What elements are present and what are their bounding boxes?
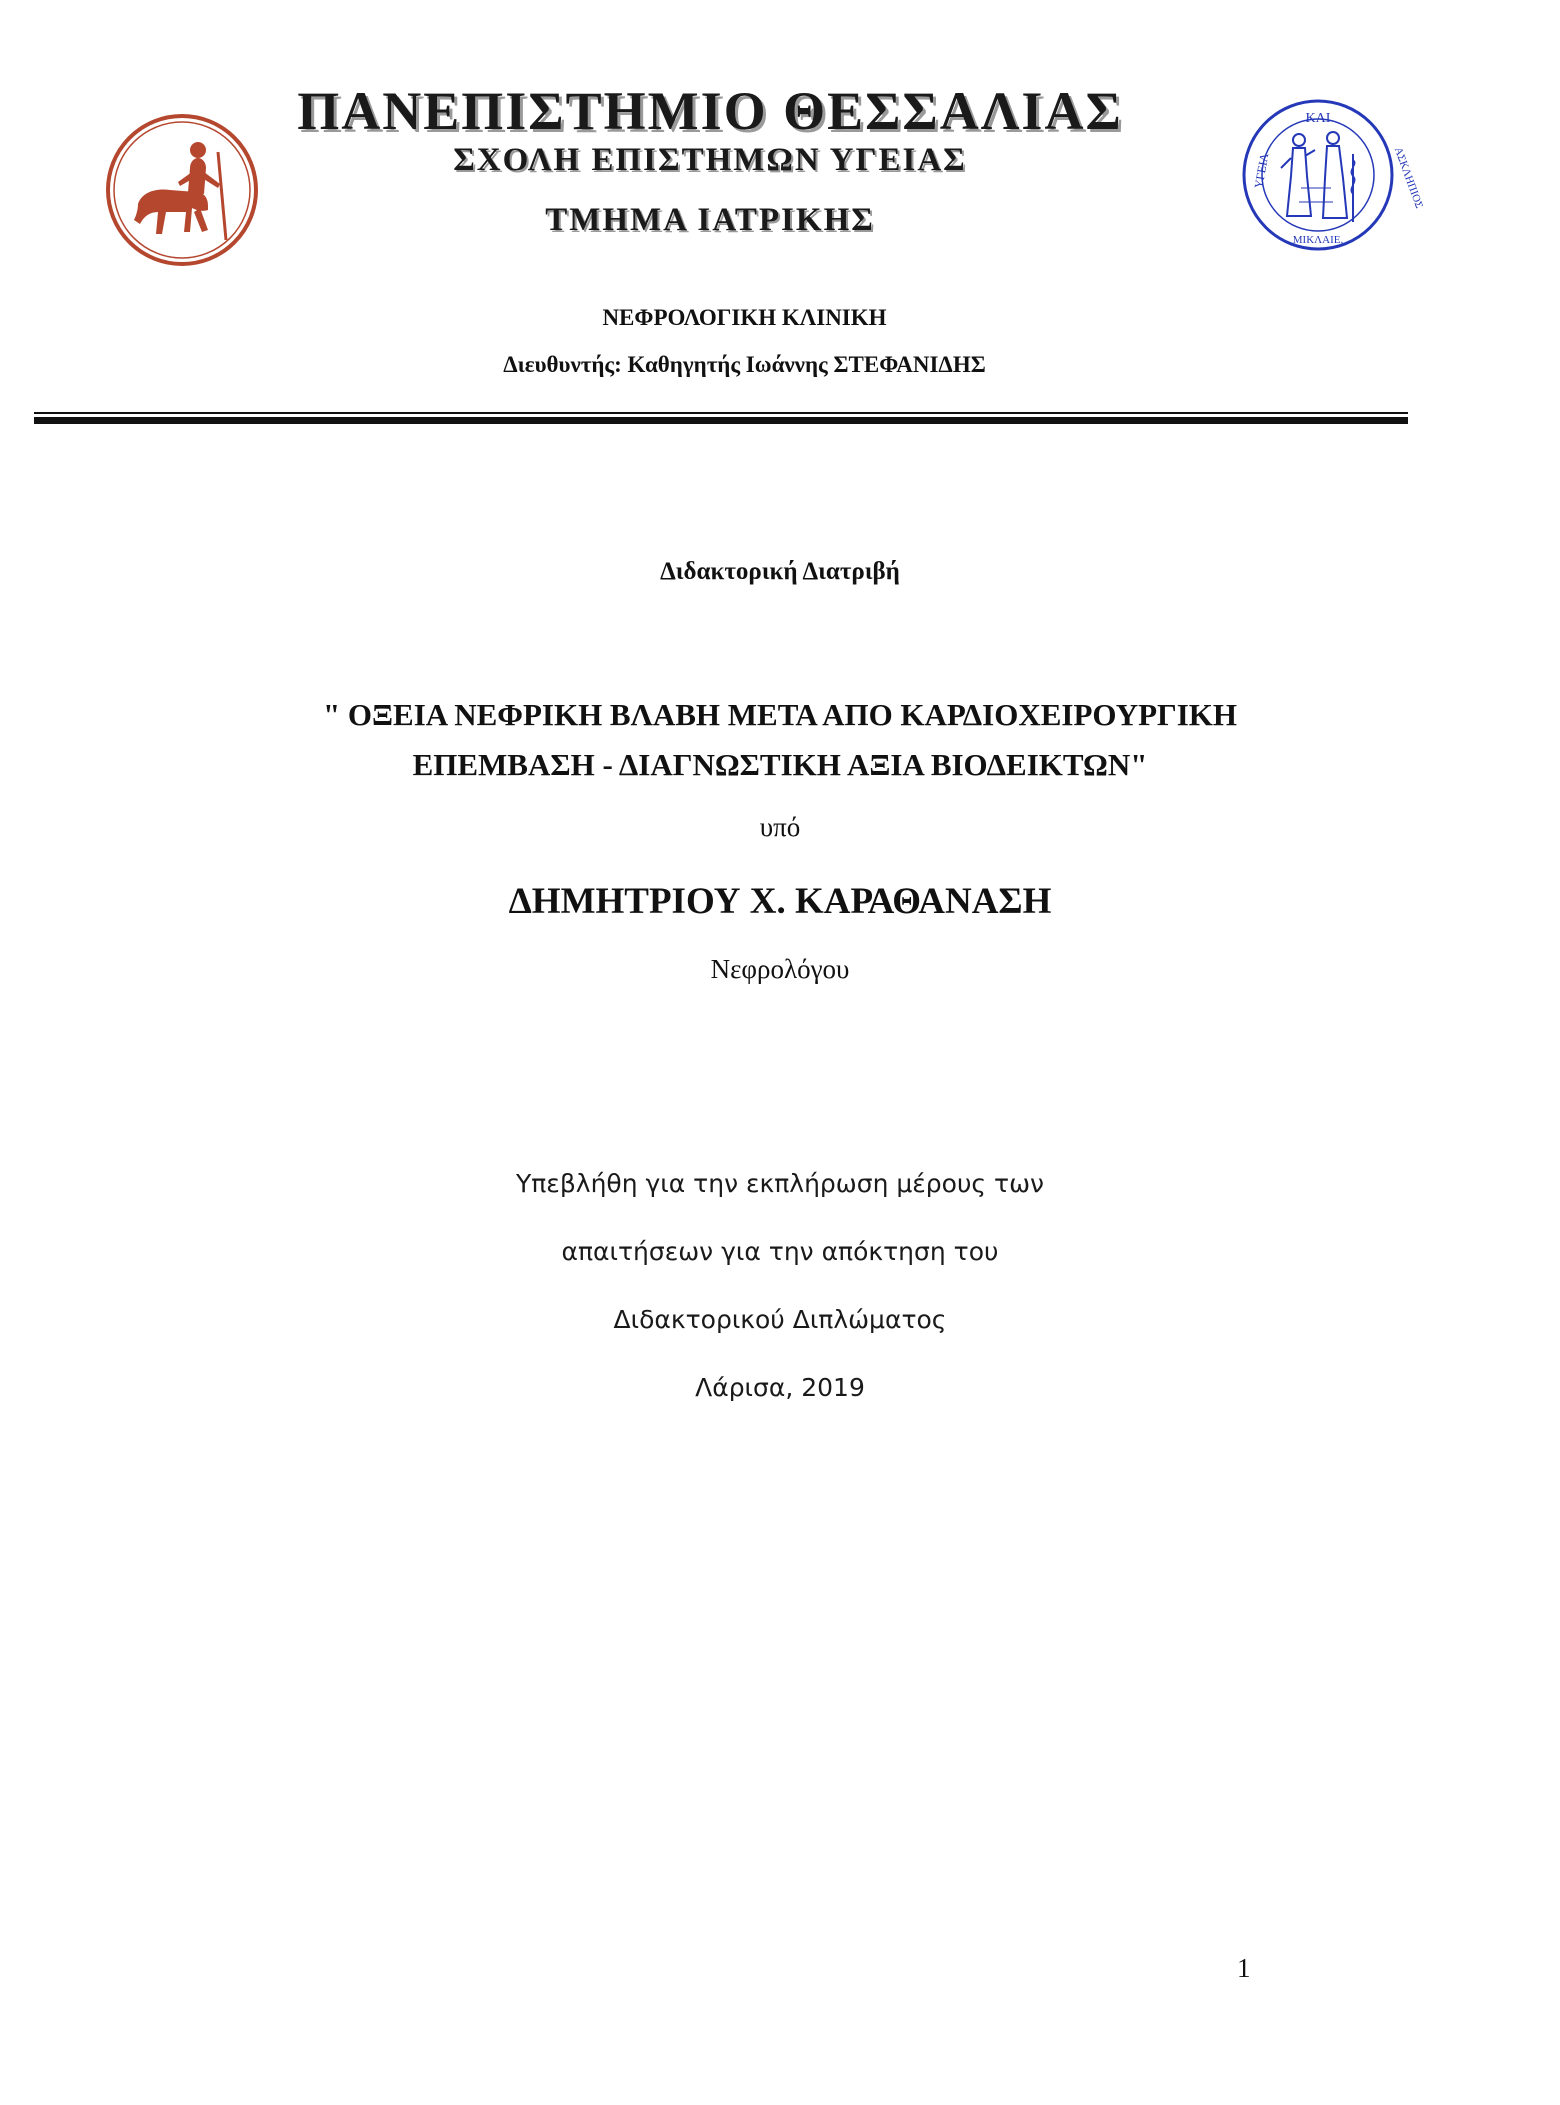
header-divider-thin <box>34 412 1408 414</box>
clinic-name: ΝΕΦΡΟΛΟΓΙΚΗ ΚΛΙΝΙΚΗ <box>602 305 887 330</box>
school-title: ΣΧΟΛΗ ΕΠΙΣΤΗΜΩΝ ΥΓΕΙΑΣ <box>453 142 967 178</box>
submission-line-3: Διδακτορικού Διπλώματος <box>613 1305 947 1334</box>
header-divider-thick <box>34 417 1408 424</box>
director-line: Διευθυντής: Καθηγητής Ιωάννης ΣΤΕΦΑΝΙΔΗΣ <box>503 352 986 377</box>
department-title: ΤΜΗΜΑ ΙΑΤΡΙΚΗΣ <box>545 202 875 238</box>
university-title: ΠΑΝΕΠΙΣΤΗΜΙΟ ΘΕΣΣΑΛΙΑΣ <box>297 81 1123 141</box>
document-type: Διδακτορική Διατριβή <box>660 558 900 585</box>
by-label: υπό <box>759 812 801 842</box>
hygeia-asclepius-seal-icon <box>1241 98 1426 252</box>
seal-text-bottom: ΜΙΚΛΑΙΕ. <box>1292 234 1344 246</box>
thesis-title-line-1: " ΟΞΕΙΑ ΝΕΦΡΙΚΗ ΒΛΑΒΗ ΜΕΤΑ ΑΠΟ ΚΑΡΔΙΟΧΕΙΡΟΥΡΓΙΚΗ <box>322 697 1238 732</box>
thesis-title <box>200 690 1360 790</box>
submission-line-1: Υπεβλήθη για την εκπλήρωση μέρους των <box>515 1169 1044 1198</box>
author-role: Νεφρολόγου <box>710 954 850 984</box>
seal-text-top: ΚΑΙ <box>1305 111 1331 126</box>
author-name: ΔΗΜΗΤΡΙΟΥ Χ. ΚΑΡΑΘΑΝΑΣΗ <box>508 881 1052 922</box>
submission-line-2: απαιτήσεων για την απόκτηση του <box>561 1237 999 1266</box>
place-year: Λάρισα, 2019 <box>695 1373 865 1402</box>
centaur-seal-icon <box>104 112 260 268</box>
submission-statement <box>0 1150 1560 1422</box>
thesis-title-line-2: ΕΠΕΜΒΑΣΗ - ΔΙΑΓΝΩΣΤΙΚΗ ΑΞΙΑ ΒΙΟΔΕΙΚΤΩΝ" <box>412 747 1148 782</box>
seal-text-right: ΑΣΚΛΗΠΙΟΣ <box>1391 145 1426 211</box>
page-number: 1 <box>1237 1953 1251 1983</box>
seal-text-left: ΥΓΕΙΑ <box>1251 152 1272 190</box>
